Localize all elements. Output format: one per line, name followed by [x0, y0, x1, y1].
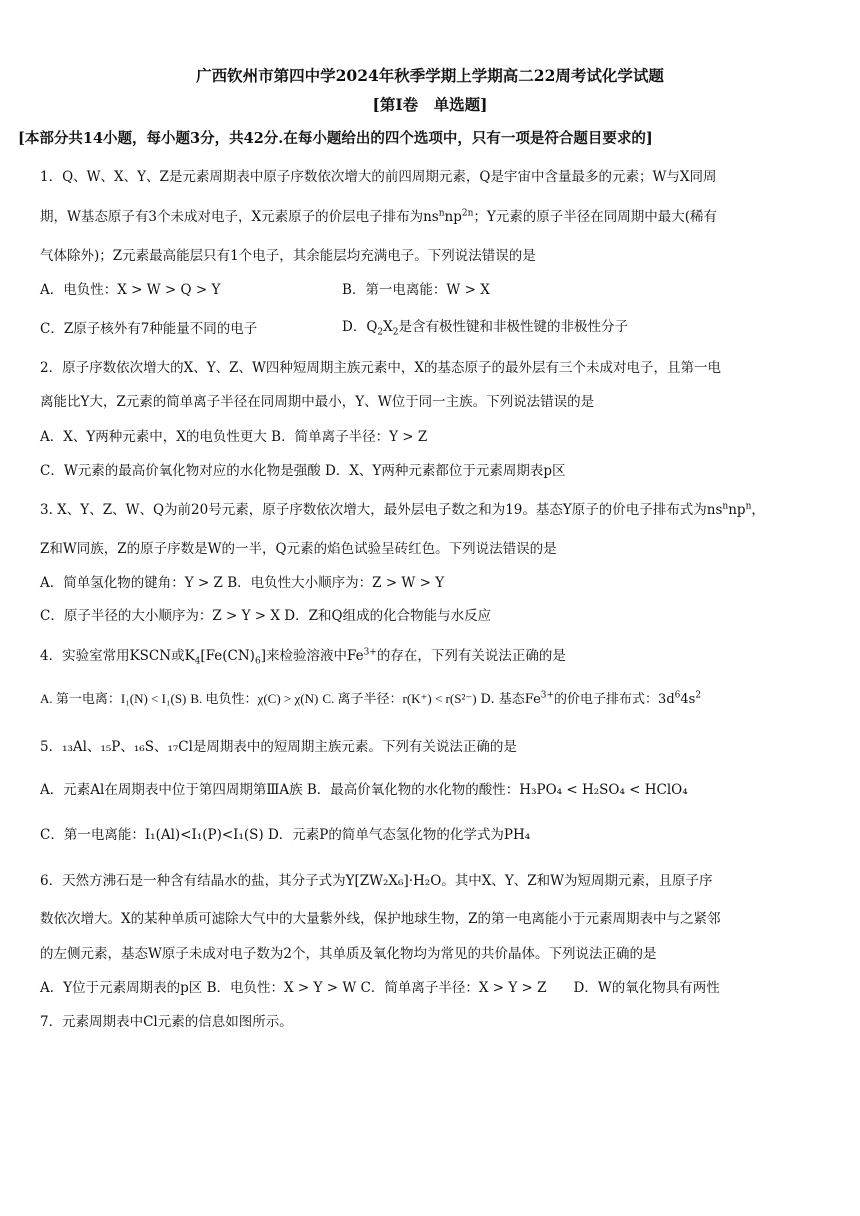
q1-line1: 1．Q、W、X、Y、Z是元素周期表中原子序数依次增大的前四周期元素，Q是宇宙中含量最多的元素；W与X同周: [40, 169, 717, 185]
q2-options-ab: A．X、Y两种元素中，X的电负性更大 B．简单离子半径：Y > Z: [40, 429, 428, 445]
q4-line1-sub2: 6: [254, 656, 261, 667]
q1-line2-b: np: [444, 209, 462, 225]
q1-option-d-a: D．Q: [342, 319, 378, 335]
q3-line1-a: 3. X、Y、Z、W、Q为前20号元素，原子序数依次增大，最外层电子数之和为19。基态Y原子的价电子排布式为ns: [40, 502, 723, 518]
q4-options: [40, 688, 840, 707]
q1-option-a: A．电负性：X > W > Q > Y: [40, 282, 221, 298]
q1-option-c: C．Z原子核外有7种能量不同的电子: [40, 321, 258, 337]
q1-option-d: [342, 315, 628, 338]
q4-option-d-sup2: 6: [674, 690, 681, 701]
q3-line2: Z和W同族，Z的原子序数是W的一半，Q元素的焰色试验呈砖红色。下列说法错误的是: [40, 541, 557, 557]
q3-options-cd: C．原子半径的大小顺序为：Z > Y > X D．Z和Q组成的化合物能与水反应: [40, 608, 492, 624]
q7-line1: 7．元素周期表中Cl元素的信息如图所示。: [40, 1014, 293, 1030]
q3-line1-sup2: n: [745, 501, 752, 512]
q4-option-a: A. 第一电离：I₁(N) < I₁(S): [40, 691, 187, 706]
q4-option-d-sup: 3+: [540, 690, 555, 701]
q4-line1-c: ]来检验溶液中Fe: [260, 648, 364, 664]
exam-title: 广西钦州市第四中学2024年秋季学期上学期高二22周考试化学试题: [196, 66, 664, 85]
q4-option-d-c: 4s: [680, 692, 696, 707]
q1-line2-c: ；Y元素的原子半径在同周期中最大(稀有: [473, 209, 718, 225]
q5-options-cd: C．第一电离能：I₁(Al)<I₁(P)<I₁(S) D．元素P的简单气态氢化物的化学式为PH₄: [40, 827, 531, 843]
q4-line1: [40, 644, 840, 667]
q4-option-d-b: 的价电子排布式：3d: [554, 692, 675, 707]
q1-line2-a: 期，W基态原子有3个未成对电子，X元素原子的价层电子排布为ns: [40, 209, 439, 225]
q4-line1-a: 4．实验室常用KSCN或K: [40, 648, 195, 664]
q3-line1-sup1: n: [722, 501, 729, 512]
q6-options: A．Y位于元素周期表的p区 B．电负性：X > Y > W C．简单离子半径：X > Y > Z D．W的氧化物具有两性: [40, 980, 720, 996]
q4-option-d-a: D. 基态Fe: [480, 692, 541, 707]
q4-line1-b: [Fe(CN): [200, 648, 255, 664]
q4-line1-sub: 4: [194, 656, 201, 667]
q1-option-d-b: X: [383, 319, 393, 335]
q3-line1-c: ，: [751, 502, 765, 518]
q2-line1: 2．原子序数依次增大的X、Y、Z、W四种短周期主族元素中，X的基态原子的最外层有三个未成对电子，且第一电: [40, 360, 721, 376]
q4-option-c: C. 离子半径：r(K⁺) < r(S²⁻): [322, 691, 477, 706]
q1-line2: [40, 205, 840, 225]
q6-line3: 的左侧元素，基态W原子未成对电子数为2个，其单质及氧化物均为常见的共价晶体。下列说法正确的是: [40, 946, 657, 962]
q6-line2: 数依次增大。X的某种单质可滤除大气中的大量紫外线，保护地球生物，Z的第一电离能小于元素周期表中与之紧邻: [40, 911, 721, 927]
q2-line2: 离能比Y大，Z元素的简单离子半径在同周期中最小，Y、W位于同一主族。下列说法错误的是: [40, 394, 595, 410]
q3-line1: [40, 498, 840, 518]
q1-line2-sup2: 2n: [461, 208, 474, 219]
q5-options-ab-a: A．元素Al在周期表中位于第四周期第ⅢA族 B．最高价氧化物的水化物的酸性：H: [40, 782, 532, 798]
q5-line1: 5．₁₃Al、₁₅P、₁₆S、₁₇Cl是周期表中的短周期主族元素。下列有关说法正确的是: [40, 739, 517, 755]
q2-options-cd: C．W元素的最高价氧化物对应的水化物是强酸 D．X、Y两种元素都位于元素周期表p区: [40, 463, 566, 479]
q1-line3: 气体除外)；Z元素最高能层只有1个电子，其余能层均充满电子。下列说法错误的是: [40, 248, 536, 264]
q1-option-d-sub1: 2: [377, 327, 384, 338]
q6-line1: 6．天然方沸石是一种含有结晶水的盐，其分子式为Y[ZW₂X₆]·H₂O。其中X、Y、Z和W为短周期元素，且原子序: [40, 873, 713, 889]
q4-line1-sup: 3+: [363, 647, 377, 658]
q5-options-ab-b: ₃PO₄ < H₂SO₄ < HClO₄: [531, 782, 688, 798]
q3-options-ab: A．简单氢化物的键角：Y > Z B．电负性大小顺序为：Z > W > Y: [40, 575, 445, 591]
q4-option-b: B. 电负性：χ(C) > χ(N): [190, 691, 319, 706]
q1-line2-sup1: n: [438, 208, 445, 219]
q5-options-ab: [40, 778, 840, 798]
section-note: [本部分共14小题，每小题3分，共42分.在每小题给出的四个选项中，只有一项是符合题目要求的]: [18, 130, 653, 147]
q1-option-b: B．第一电离能：W > X: [342, 282, 490, 298]
q4-line1-d: 的存在，下列有关说法正确的是: [376, 648, 566, 664]
q3-line1-b: np: [728, 502, 746, 518]
q1-option-d-sub2: 2: [392, 327, 399, 338]
q1-option-d-c: 是含有极性键和非极性键的非极性分子: [398, 319, 628, 335]
q4-option-d-sup3: 2: [695, 690, 702, 701]
exam-subtitle: [第Ⅰ卷 单选题]: [372, 95, 488, 114]
